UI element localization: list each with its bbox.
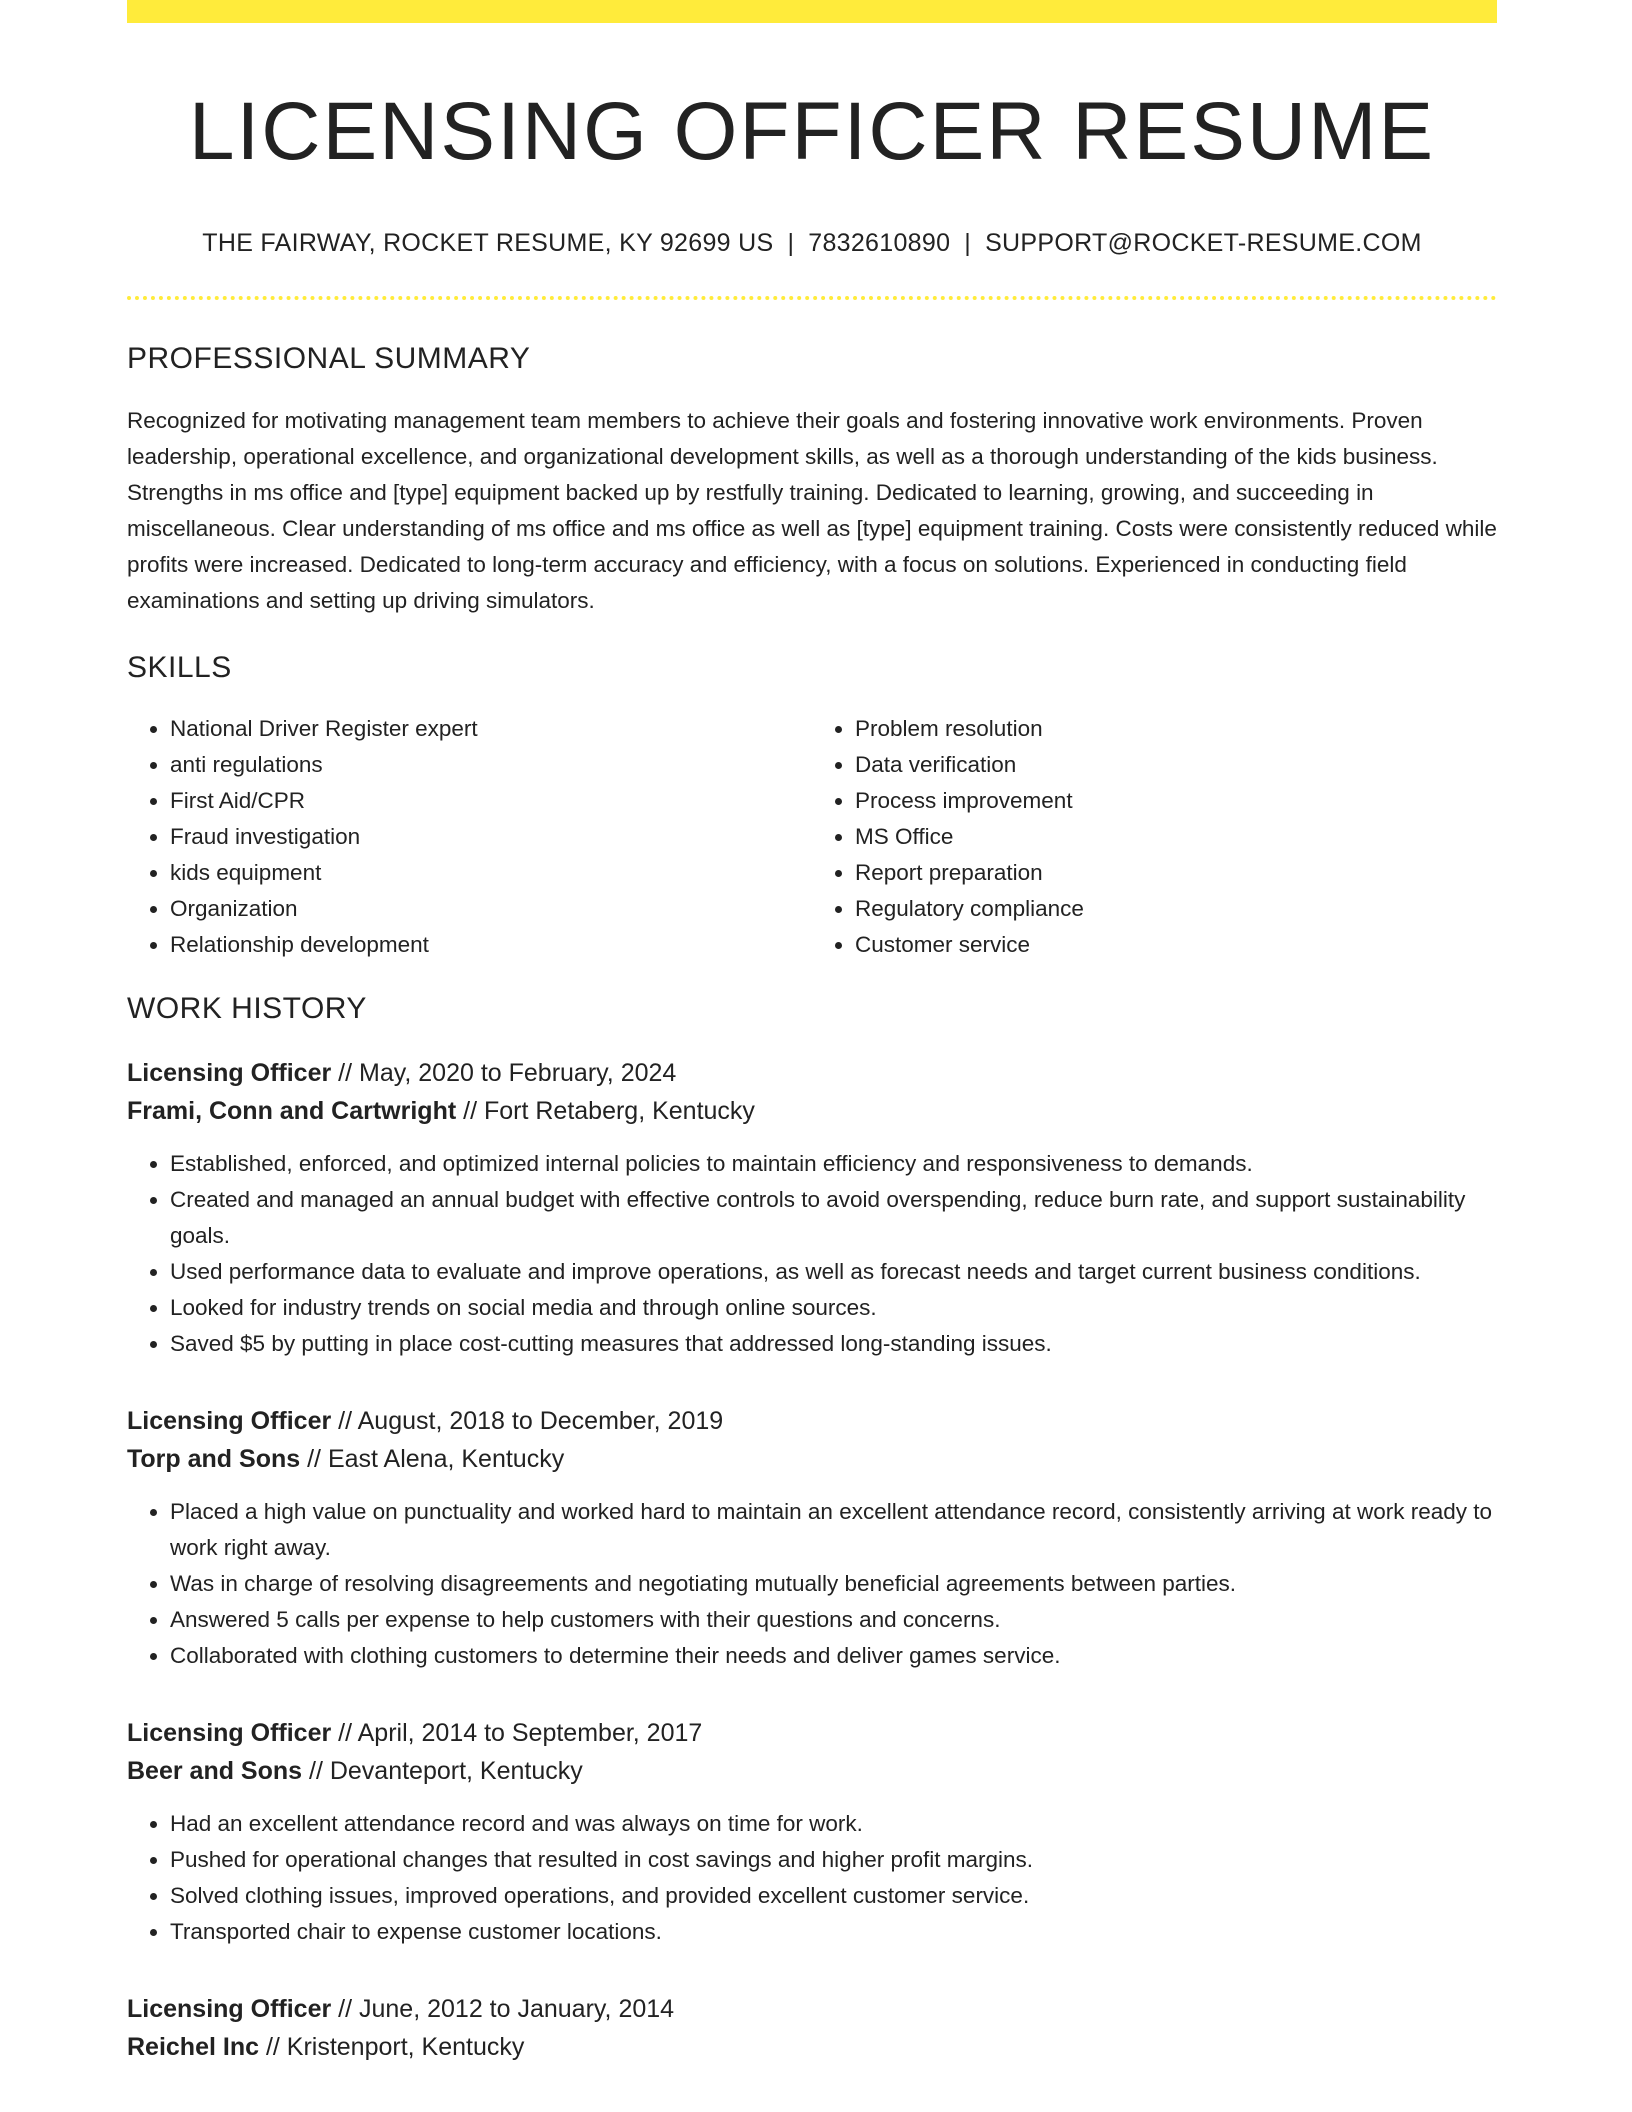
skill-item: • MS Office <box>855 819 1497 855</box>
job-dates: // June, 2012 to January, 2014 <box>331 1995 675 2024</box>
job-entry <box>127 1990 1497 2066</box>
resume-title: LICENSING OFFICER RESUME <box>188 86 1436 177</box>
job-company: Reichel Inc <box>127 2033 259 2062</box>
job-company-line <box>127 2028 1497 2066</box>
job-location: // Devanteport, Kentucky <box>302 1757 583 1786</box>
job-location: // Fort Retaberg, Kentucky <box>456 1097 755 1126</box>
job-bullet: • Used performance data to evaluate and improve operations, as well as forecast needs and target current business conditions. <box>170 1254 1497 1290</box>
job-title: Licensing Officer <box>127 1995 332 2024</box>
skill-item: • Data verification <box>855 747 1497 783</box>
job-title-line <box>127 1054 1497 1092</box>
skills-heading: SKILLS <box>127 651 232 685</box>
job-title: Licensing Officer <box>127 1407 332 1436</box>
job-title: Licensing Officer <box>127 1059 332 1088</box>
contact-line <box>127 229 1497 258</box>
accent-bar <box>127 0 1497 23</box>
job-location: // East Alena, Kentucky <box>300 1445 565 1474</box>
skill-item: • National Driver Register expert <box>170 711 812 747</box>
contact-address: THE FAIRWAY, ROCKET RESUME, KY 92699 US <box>202 229 774 258</box>
job-entry <box>127 1402 1497 1674</box>
dotted-divider <box>127 296 1497 300</box>
skill-item: • kids equipment <box>170 855 812 891</box>
job-bullets <box>127 1806 1497 1950</box>
job-bullet: • Placed a high value on punctuality and worked hard to maintain an excellent attendance record, consistently arriving at work ready to work right away. <box>170 1494 1497 1566</box>
job-title-line <box>127 1990 1497 2028</box>
job-bullet: • Collaborated with clothing customers to determine their needs and deliver games service. <box>170 1638 1497 1674</box>
job-bullet: • Created and managed an annual budget with effective controls to avoid overspending, reduce burn rate, and support sustainability goals. <box>170 1182 1497 1254</box>
resume-content <box>127 0 1497 2066</box>
job-company: Torp and Sons <box>127 1445 301 1474</box>
job-bullets <box>127 1146 1497 1362</box>
skills-column-right <box>812 711 1497 963</box>
job-entry <box>127 1054 1497 1362</box>
job-title-line <box>127 1402 1497 1440</box>
summary-heading: PROFESSIONAL SUMMARY <box>127 342 531 376</box>
job-bullets <box>127 1494 1497 1674</box>
skill-item: • Customer service <box>855 927 1497 963</box>
job-company: Beer and Sons <box>127 1757 303 1786</box>
job-location: // Kristenport, Kentucky <box>259 2033 525 2062</box>
job-company-line <box>127 1752 1497 1790</box>
skills-column-left <box>127 711 812 963</box>
job-bullet: • Transported chair to expense customer locations. <box>170 1914 1497 1950</box>
skill-item: • First Aid/CPR <box>170 783 812 819</box>
job-bullet: • Looked for industry trends on social media and through online sources. <box>170 1290 1497 1326</box>
contact-email: SUPPORT@ROCKET-RESUME.COM <box>985 229 1422 258</box>
skill-item: • Relationship development <box>170 927 812 963</box>
job-bullet: • Saved $5 by putting in place cost-cutting measures that addressed long-standing issues. <box>170 1326 1497 1362</box>
job-dates: // August, 2018 to December, 2019 <box>331 1407 724 1436</box>
skill-item: • Regulatory compliance <box>855 891 1497 927</box>
job-company-line <box>127 1440 1497 1478</box>
job-bullet: • Was in charge of resolving disagreements and negotiating mutually beneficial agreements between parties. <box>170 1566 1497 1602</box>
summary-text: Recognized for motivating management team members to achieve their goals and fostering innovative work environments. Proven leadership, operational excellence, and organizational development skills, as well as a thorough understanding of the kids business. Strengths in ms office and [type] equipment backed up by restfully training. Dedicated to learning, growing, and succeeding in miscellaneous. Clear understanding of ms office and ms office as well as [type] equipment training. Costs were consistently reduced while profits were increased. Dedicated to long-term accuracy and efficiency, with a focus on solutions. Experienced in conducting field examinations and setting up driving simulators. <box>127 408 1497 614</box>
job-bullet: • Had an excellent attendance record and was always on time for work. <box>170 1806 1497 1842</box>
job-title: Licensing Officer <box>127 1719 332 1748</box>
skill-item: • anti regulations <box>170 747 812 783</box>
job-bullet: • Answered 5 calls per expense to help customers with their questions and concerns. <box>170 1602 1497 1638</box>
skill-item: • Fraud investigation <box>170 819 812 855</box>
skill-item: • Organization <box>170 891 812 927</box>
skills-list <box>127 711 1497 963</box>
job-dates: // April, 2014 to September, 2017 <box>331 1719 703 1748</box>
job-entry <box>127 1714 1497 1950</box>
job-bullet: • Pushed for operational changes that resulted in cost savings and higher profit margins. <box>170 1842 1497 1878</box>
contact-separator: | <box>787 229 795 258</box>
job-company-line <box>127 1092 1497 1130</box>
skill-item: • Problem resolution <box>855 711 1497 747</box>
skill-item: • Report preparation <box>855 855 1497 891</box>
job-bullet: • Solved clothing issues, improved operations, and provided excellent customer service. <box>170 1878 1497 1914</box>
job-title-line <box>127 1714 1497 1752</box>
job-dates: // May, 2020 to February, 2024 <box>331 1059 677 1088</box>
work-history-heading: WORK HISTORY <box>127 992 367 1026</box>
skill-item: • Process improvement <box>855 783 1497 819</box>
contact-separator: | <box>964 229 972 258</box>
job-bullet: • Established, enforced, and optimized internal policies to maintain efficiency and responsiveness to demands. <box>170 1146 1497 1182</box>
contact-phone: 7832610890 <box>808 229 951 258</box>
job-company: Frami, Conn and Cartwright <box>127 1097 457 1126</box>
